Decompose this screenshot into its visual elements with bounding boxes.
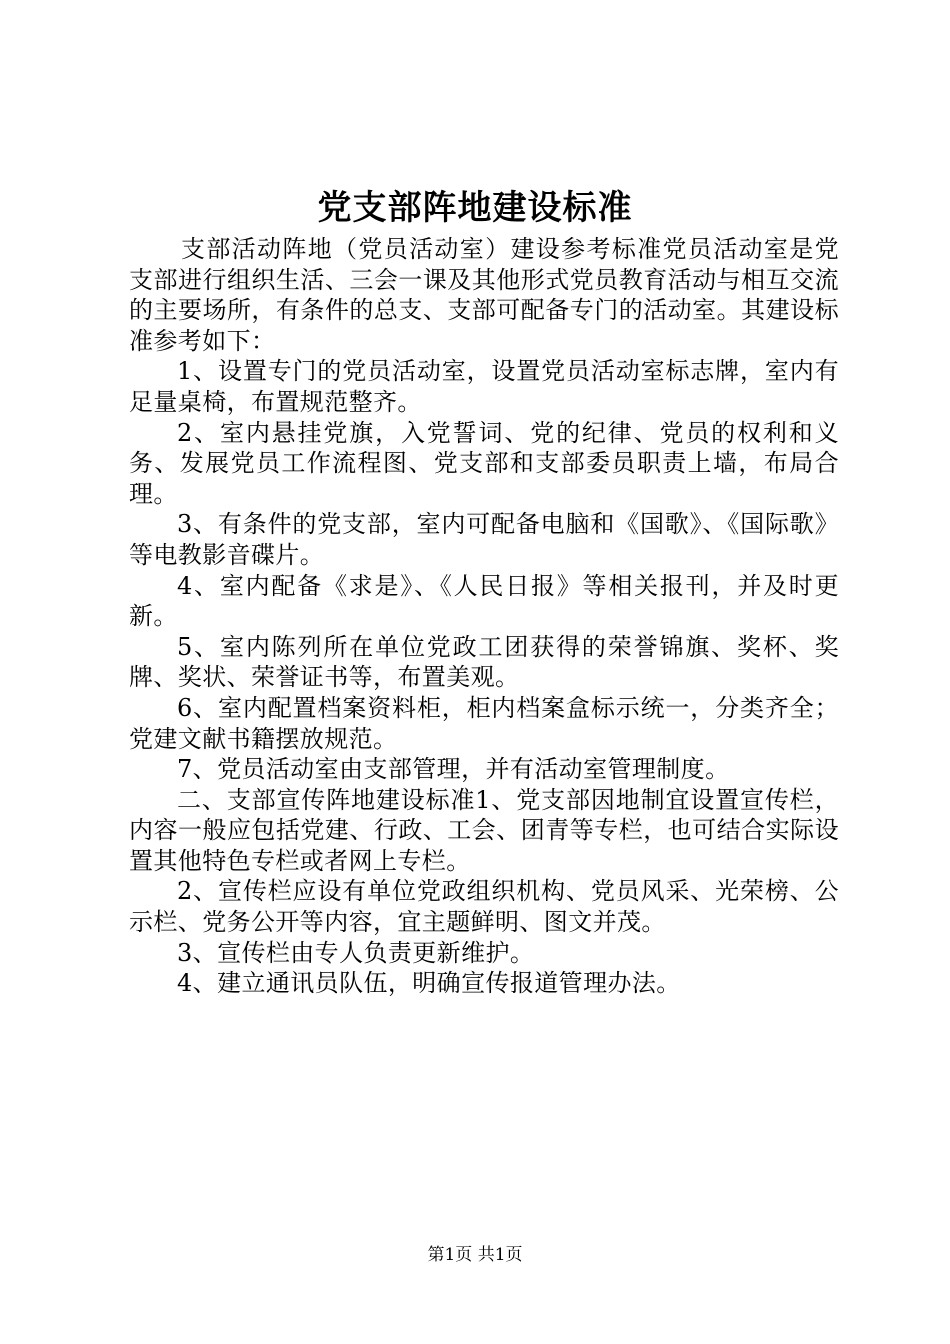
paragraph-item-1: 1、设置专门的党员活动室，设置党员活动室标志牌，室内有足量桌椅，布置规范整齐。 — [129, 357, 839, 416]
paragraph-section-2-item-4: 4、建立通讯员队伍，明确宣传报道管理办法。 — [177, 969, 681, 998]
paragraph-item-7: 7、党员活动室由支部管理，并有活动室管理制度。 — [177, 755, 730, 784]
paragraph-item-4: 4、室内配备《求是》、《人民日报》等相关报刊，并及时更新。 — [129, 571, 839, 631]
paragraph-item-5: 5、室内陈列所在单位党政工团获得的荣誉锦旗、奖杯、奖牌、奖状、荣誉证书等，布置美观。 — [129, 632, 839, 692]
paragraph-section-2: 二、支部宣传阵地建设标准1、党支部因地制宜设置宣传栏，内容一般应包括党建、行政、工会、团青等专栏，也可结合实际设置其他特色专栏或者网上专栏。 — [129, 785, 839, 875]
paragraph-item-3: 3、有条件的党支部，室内可配备电脑和《国歌》、《国际歌》等电教影音碟片。 — [129, 510, 839, 569]
paragraph-item-6: 6、室内配置档案资料柜，柜内档案盒标示统一，分类齐全；党建文献书籍摆放规范。 — [129, 693, 839, 753]
paragraph-section-2-item-2: 2、宣传栏应设有单位党政组织机构、党员风采、光荣榜、公示栏、党务公开等内容，宜主题鲜明、图文并茂。 — [129, 877, 839, 937]
paragraph-section-2-item-3: 3、宣传栏由专人负责更新维护。 — [177, 938, 535, 967]
paragraph-item-2: 2、室内悬挂党旗，入党誓词、党的纪律、党员的权利和义务、发展党员工作流程图、党支部和支部委员职责上墙，布局合理。 — [129, 418, 839, 508]
page-footer: 第1页 共1页 — [427, 1245, 523, 1265]
paragraph-intro: 支部活动阵地（党员活动室）建设参考标准党员活动室是党支部进行组织生活、三会一课及其他形式党员教育活动与相互交流的主要场所，有条件的总支、支部可配备专门的活动室。其建设标准参考如下： — [129, 235, 839, 355]
document-title: 党支部阵地建设标准 — [317, 188, 633, 228]
document-body — [129, 234, 839, 999]
